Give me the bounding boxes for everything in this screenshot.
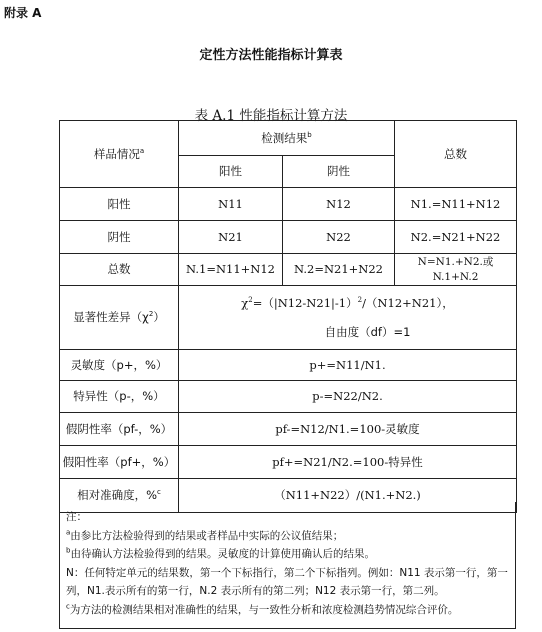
table-row-specificity <box>60 381 517 413</box>
row-label-cell: 阴性 <box>60 221 179 254</box>
table-row-negative <box>60 221 517 254</box>
row-label-cell: 特异性（p-，%） <box>60 381 179 413</box>
row-label-cell: 总数 <box>60 254 179 286</box>
table-row-false-negative <box>60 413 517 446</box>
appendix-label: 附录 A <box>4 6 42 20</box>
note-c: $^c$为方法的检测结果相对准确性的结果，与一致性分析和浓度检测趋势情况综合评价。 <box>66 602 459 616</box>
table-cell: N=N1.+N2.或 N.1+N.2 <box>395 254 517 286</box>
formula-cell: pf-=N12/N1.=100-灵敏度 <box>179 413 517 446</box>
table-cell: N.2=N21+N22 <box>283 254 395 286</box>
table-cell: N2.=N21+N22 <box>395 221 517 254</box>
header-positive-cell: 阳性 <box>179 156 283 188</box>
header-detection-cell: 检测结果$^b$ <box>179 121 395 156</box>
note-n: N：任何特定单元的结果数，第一个下标指行，第二个下标指列。例如：N11 表示第一行，第一列，N1.表示所有的第一行，N.2 表示所有的第二列；N12 表示第一行，第二列。 <box>66 566 508 597</box>
table-row-total <box>60 254 517 286</box>
performance-table <box>59 120 517 513</box>
table-row-false-positive <box>60 446 517 479</box>
row-label-cell: 相对准确度，%$^c$ <box>60 479 179 513</box>
table-cell: N.1=N11+N12 <box>179 254 283 286</box>
table-cell: N12 <box>283 188 395 221</box>
row-label-cell: 假阴性率（pf-，%） <box>60 413 179 446</box>
row-label-cell: 显著性差异$(\chi^2)$ <box>60 286 179 350</box>
table-caption: 表 A.1 性能指标计算方法 <box>194 108 348 124</box>
table-cell: N22 <box>283 221 395 254</box>
table-row-chi-square <box>60 286 517 350</box>
chi-square-formula-cell <box>179 286 517 350</box>
table-notes <box>59 502 516 629</box>
formula-cell: pf+=N21/N2.=100-特异性 <box>179 446 517 479</box>
table-cell: N21 <box>179 221 283 254</box>
header-total-cell: 总数 <box>395 121 517 188</box>
table-cell: N11 <box>179 188 283 221</box>
table-header-row <box>60 121 517 156</box>
formula-cell: p+=N11/N1. <box>179 350 517 381</box>
row-label-cell: 阳性 <box>60 188 179 221</box>
header-sample-cell: 样品情况$^a$ <box>60 121 179 188</box>
formula-cell: （N11+N22）/(N1.+N2.) <box>179 479 517 513</box>
note-b: $^b$由待确认方法检验得到的结果。灵敏度的计算使用确认后的结果。 <box>66 546 375 560</box>
header-negative-cell: 阴性 <box>283 156 395 188</box>
table-row-positive <box>60 188 517 221</box>
chi-square-formula: $\chi^2=(|N12-N21|-1)^2/(N12+N21)$， <box>241 295 454 310</box>
row-label-cell: 假阳性率（pf+，%） <box>60 446 179 479</box>
notes-heading: 注： <box>66 511 87 523</box>
row-label-cell: 灵敏度（p+，%） <box>60 350 179 381</box>
formula-cell: p-=N22/N2. <box>179 381 517 413</box>
document-title: 定性方法性能指标计算表 <box>199 48 343 63</box>
note-a: $^a$由参比方法检验得到的结果或者样品中实际的公议值结果； <box>66 528 344 542</box>
table-cell: N1.=N11+N12 <box>395 188 517 221</box>
degrees-of-freedom: 自由度（df）=1 <box>324 324 411 339</box>
table-row-sensitivity <box>60 350 517 381</box>
